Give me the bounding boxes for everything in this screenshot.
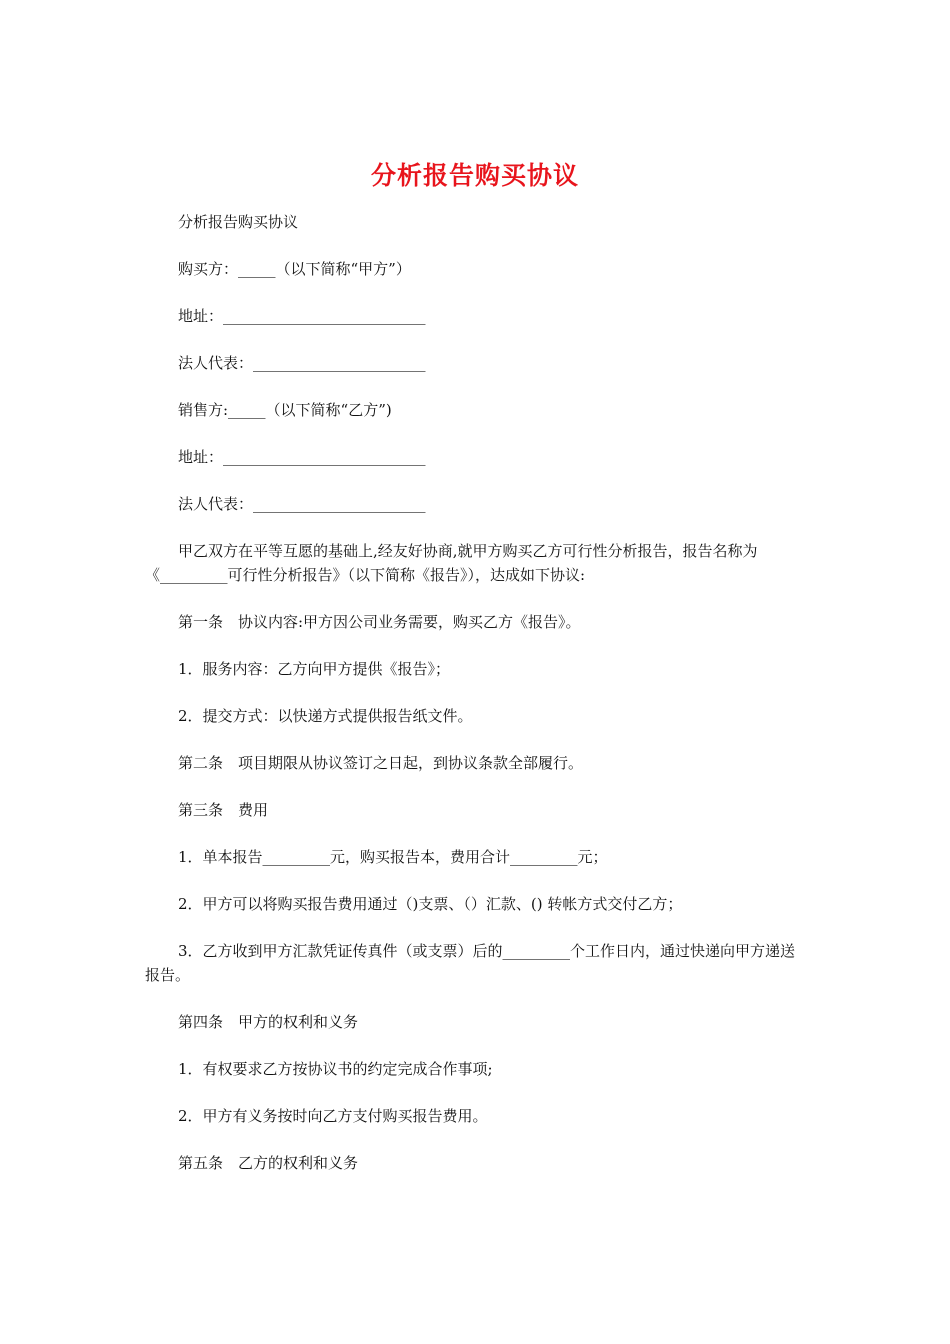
- paragraph-preamble: 甲乙双方在平等互愿的基础上,经友好协商,就甲方购买乙方可行性分析报告，报告名称为《_________可行性分析报告》（以下简称《报告》），达成如下协议:: [145, 542, 758, 584]
- paragraph-seller-legal-rep: 法人代表：_______________________: [178, 495, 426, 513]
- paragraph-article-4: 第四条 甲方的权利和义务: [178, 1013, 359, 1031]
- paragraph-article-4-item-1: 1．有权要求乙方按协议书的约定完成合作事项;: [178, 1060, 493, 1078]
- paragraph-article-4-item-2: 2．甲方有义务按时向乙方支付购买报告费用。: [178, 1107, 488, 1125]
- paragraph-buyer-legal-rep: 法人代表：_______________________: [178, 354, 426, 372]
- paragraph-article-3-item-2: 2．甲方可以将购买报告费用通过（)支票、（）汇款、() 转帐方式交付乙方；: [178, 895, 683, 913]
- document-title: 分析报告购买协议: [370, 161, 579, 190]
- paragraph-article-5: 第五条 乙方的权利和义务: [178, 1154, 359, 1172]
- paragraph-heading-repeat: 分析报告购买协议: [178, 213, 299, 231]
- paragraph-seller: 销售方:_____（以下简称“乙方”): [178, 401, 392, 419]
- paragraph-buyer: 购买方：_____（以下简称“甲方”）: [178, 260, 411, 278]
- paragraph-buyer-address: 地址：___________________________: [178, 307, 426, 325]
- paragraph-seller-address: 地址：___________________________: [178, 448, 426, 466]
- paragraph-article-3: 第三条 费用: [178, 801, 269, 819]
- paragraph-article-3-item-3: 3．乙方收到甲方汇款凭证传真件（或支票）后的_________个工作日内，通过快递向甲方递送报告。: [145, 942, 796, 984]
- paragraph-article-1-item-1: 1．服务内容：乙方向甲方提供《报告》；: [178, 660, 451, 678]
- paragraph-article-2: 第二条 项目期限从协议签订之日起，到协议条款全部履行。: [178, 754, 584, 772]
- paragraph-article-3-item-1: 1．单本报告_________元，购买报告本，费用合计_________元；: [178, 848, 608, 866]
- paragraph-article-1-item-2: 2．提交方式：以快递方式提供报告纸文件。: [178, 707, 473, 725]
- paragraph-article-1: 第一条 协议内容:甲方因公司业务需要，购买乙方《报告》。: [178, 613, 581, 631]
